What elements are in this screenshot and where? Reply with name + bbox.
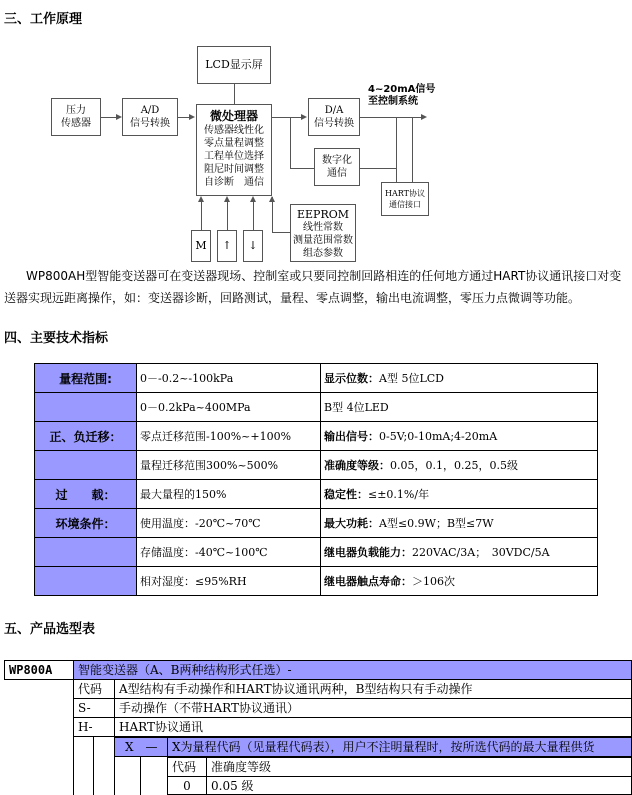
spec-value: 使用温度：-20℃~70℃ [137,509,321,538]
m-button-box [191,230,211,262]
m-button-label: M [195,239,207,252]
spec-row [35,538,598,567]
description-paragraph: WP800AH型智能变送器可在变送器现场、控制室或只要同控制回路相连的任何地方通过HART协议通讯接口对变送器实现远距离操作，如：变送器诊断，回路测试，量程、零点调整，输出电流调整，零压力点微调等功能。 [4,269,622,305]
spec-value: 相对湿度：≤95%RH [137,567,321,596]
spec-detail-label: 继电器负载能力： [324,546,412,559]
sensor-label-2: 传感器 [61,118,91,129]
h-code-cell: H- [73,717,115,737]
spec-detail [321,364,598,393]
spec-detail-value: 0.05，0.1，0.25，0.5级 [390,459,518,472]
down-button-box [243,230,263,262]
eeprom-item: 测量范围常数 [293,235,353,246]
code-head-cell: 代码 [73,679,115,699]
mcu-item: 零点量程调整 [204,138,264,149]
code-head-desc: A型结构有手动操作和HART协议通讯两种，B型结构只有手动操作 [114,679,632,699]
mcu-item: 阻尼时间调整 [204,164,264,175]
spec-value: 0－-0.2~-100kPa [137,364,321,393]
spec-row [35,451,598,480]
spec-detail-value: A型 5位LCD [379,372,444,385]
up-arrow-icon: ↑ [222,239,232,252]
spec-value: 最大量程的150% [137,480,321,509]
spec-row [35,422,598,451]
output-label-1: 4~20mA信号 [368,84,436,95]
acc-val-0: 0.05 级 [206,776,632,795]
spec-detail-value: A型≤0.9W；B型≤7W [379,517,494,530]
spec-detail [321,480,598,509]
spec-detail-value: ＞106次 [412,575,455,588]
mcu-item: 工程单位选择 [204,151,264,162]
digital-label-2: 通信 [327,168,347,179]
spec-label [35,538,137,567]
spec-detail-label: 准确度等级： [324,459,390,472]
spec-detail-label: 稳定性： [324,488,368,501]
mcu-item: 自诊断 通信 [204,177,264,188]
spec-row [35,567,598,596]
spec-label [35,567,137,596]
spec-detail-label: 最大功耗： [324,517,379,530]
spec-detail [321,538,598,567]
spec-value: 零点迁移范围-100%~+100% [137,422,321,451]
spec-row [35,364,598,393]
eeprom-title: EEPROM [296,208,350,221]
spec-detail [321,422,598,451]
ad-box [122,98,178,136]
down-arrow-icon: ↓ [248,239,258,252]
spec-value: 0－0.2kPa~400MPa [137,393,321,422]
spec-row [35,393,598,422]
output-label-2: 至控制系统 [368,96,418,107]
ad-label-2: 信号转换 [130,118,170,129]
eeprom-item: 组态参数 [303,248,343,259]
hart-label-2: 通信接口 [389,200,421,209]
section-title-selection: 五、产品选型表 [4,622,96,637]
spec-detail [321,567,598,596]
spec-label: 过 载： [35,480,137,509]
hart-label-1: HART协议 [385,189,425,198]
s-desc-cell: 手动操作（不带HART协议通讯） [114,698,632,718]
eeprom-item: 线性常数 [303,222,343,233]
acc-code-head: 代码 [167,757,207,777]
section-title-specs: 四、主要技术指标 [4,331,109,346]
acc-head: 准确度等级 [206,757,632,777]
spec-table [34,363,598,596]
mcu-title: 微处理器 [209,109,258,123]
spec-detail-value: B型 4位LED [324,401,389,414]
x-code-cell: X — [114,737,168,757]
eeprom-box [290,204,356,262]
digital-label-1: 数字化 [322,155,352,166]
sensor-label-1: 压力 [66,105,86,116]
mcu-box [196,104,272,196]
up-button-box [217,230,237,262]
spec-detail-value: ≤±0.1%/年 [368,488,430,501]
da-box [308,98,360,136]
spec-detail-value: 0-5V;0-10mA;4-20mA [379,430,498,443]
ad-label-1: A/D [140,105,160,116]
spec-label [35,451,137,480]
spec-value: 量程迁移范围300%~500% [137,451,321,480]
spec-detail-label: 显示位数： [324,372,379,385]
model-desc: 智能变送器（A、B两种结构形式任选）- [73,660,632,680]
model-cell: WP800A [4,660,74,680]
spec-detail [321,393,598,422]
spec-detail-value: 220VAC/3A； 30VDC/5A [412,546,550,559]
spec-row [35,509,598,538]
acc-code-0: 0 [167,776,207,795]
x-desc-cell: X为量程代码（见量程代码表），用户不注明量程时，按所选代码的最大量程供货 [167,737,632,757]
lcd-box [197,46,271,84]
spec-label: 正、负迁移： [35,422,137,451]
spec-row [35,480,598,509]
spec-label: 环境条件： [35,509,137,538]
output-label [368,84,435,108]
spec-label [35,393,137,422]
s-code-cell: S- [73,698,115,718]
mcu-item: 传感器线性化 [204,125,264,136]
sensor-box [51,98,101,136]
spec-detail [321,509,598,538]
lcd-label: LCD显示屏 [205,58,263,71]
spec-value: 存储温度：-40℃~100℃ [137,538,321,567]
spec-label: 量程范围: [35,364,137,393]
spec-detail-label: 输出信号： [324,430,379,443]
hart-box [381,182,429,216]
spec-detail-label: 继电器触点寿命： [324,575,412,588]
digital-box [314,148,360,186]
section-title-principle: 三、工作原理 [4,12,83,27]
da-label-2: 信号转换 [314,118,354,129]
h-desc-cell: HART协议通讯 [114,717,632,737]
spec-detail [321,451,598,480]
da-label-1: D/A [324,105,344,116]
